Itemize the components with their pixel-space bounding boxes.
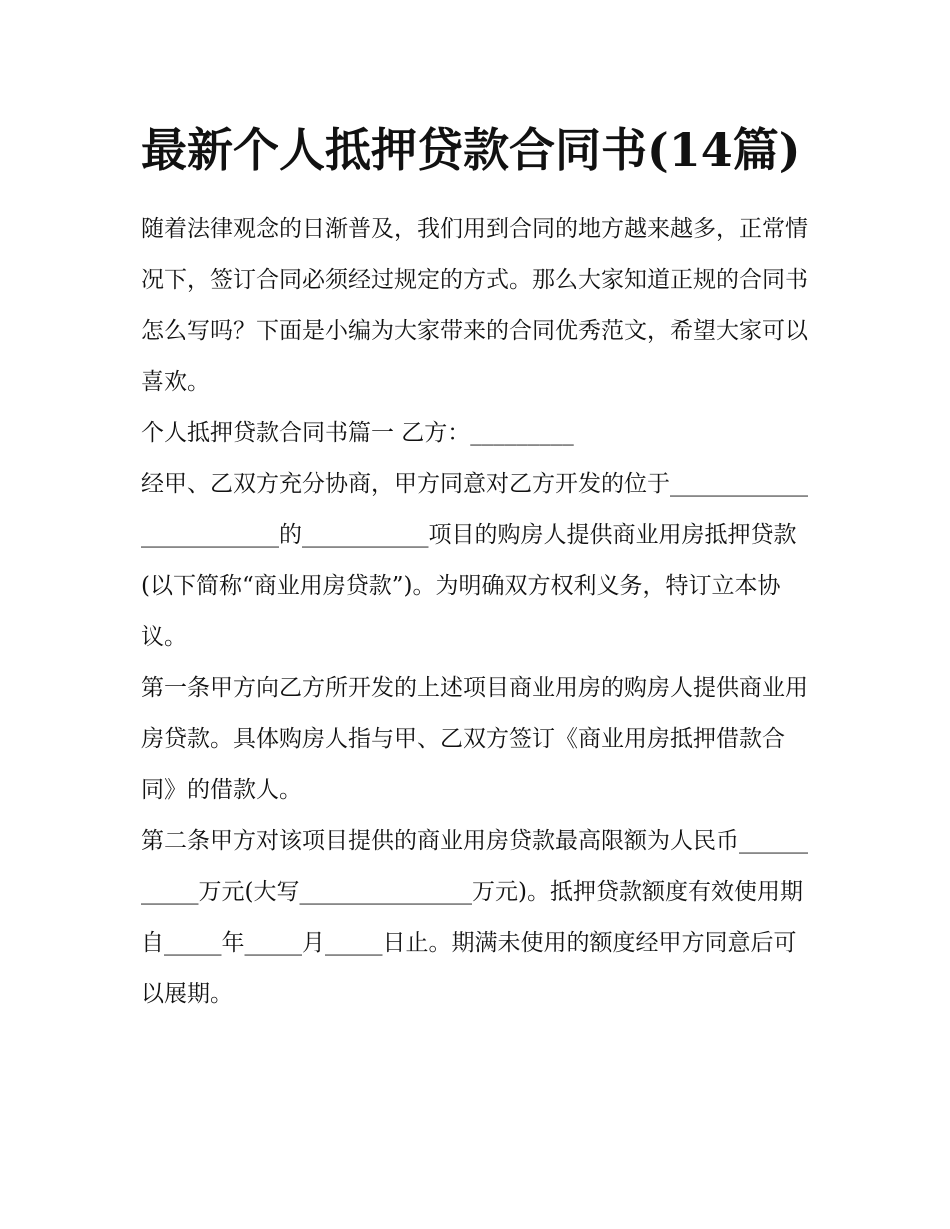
section-heading-paragraph: 个人抵押贷款合同书篇一 乙方：_________ (141, 420, 574, 446)
document-title: 最新个人抵押贷款合同书(14篇) (141, 123, 801, 177)
intro-paragraph: 随着法律观念的日渐普及，我们用到合同的地方越来越多，正常情况下，签订合同必须经过规定的方式。那么大家知道正规的合同书怎么写吗？下面是小编为大家带来的合同优秀范文，希望大家可以喜欢。 (141, 216, 808, 395)
article-one-paragraph: 第一条甲方向乙方所开发的上述项目商业用房的购房人提供商业用房贷款。具体购房人指与甲、乙双方签订《商业用房抵押借款合同》的借款人。 (141, 675, 808, 803)
document-page (141, 112, 813, 1020)
agreement-preamble-paragraph: 经甲、乙双方充分协商，甲方同意对乙方开发的位于________________________的___________项目的购房人提供商业用房抵押贷款(以下简称“商业用房贷款”)。为明确双方权利义务，特订立本协议。 (141, 471, 808, 650)
article-two-paragraph: 第二条甲方对该项目提供的商业用房贷款最高限额为人民币___________万元(大写_______________万元)。抵押贷款额度有效使用期自_____年_____月_____日止。期满未使用的额度经甲方同意后可以展期。 (141, 828, 808, 1007)
